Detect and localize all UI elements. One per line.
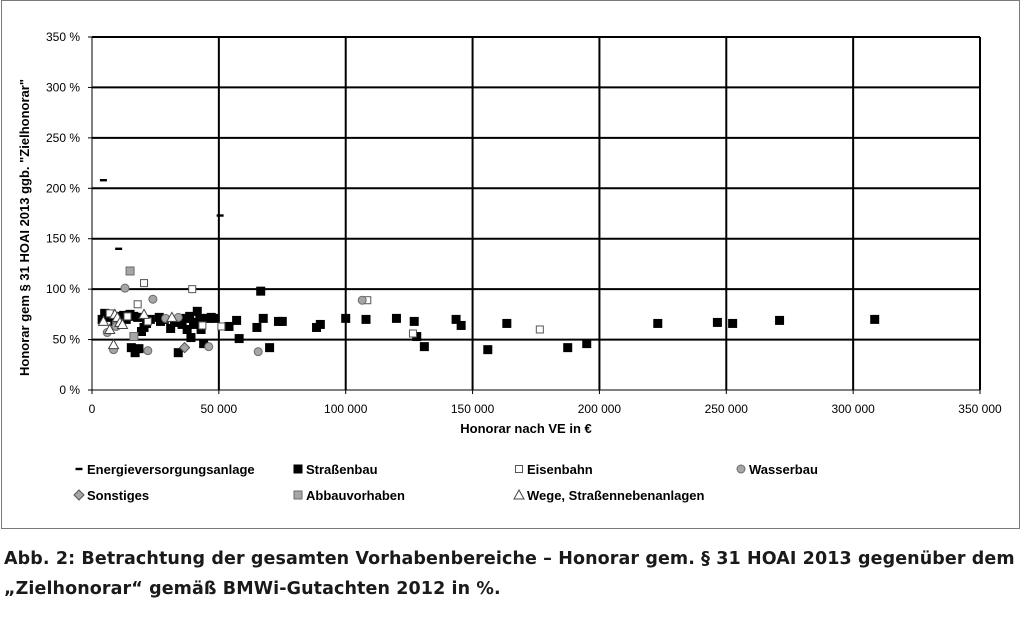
- x-tick-label: 150 000: [450, 402, 495, 416]
- data-points: [98, 179, 879, 357]
- data-point: [457, 321, 465, 329]
- data-point: [392, 314, 400, 322]
- data-point: [362, 315, 370, 323]
- data-point: [254, 348, 262, 356]
- data-point: [342, 314, 350, 322]
- legend-label: Straßenbau: [306, 462, 378, 477]
- data-point: [134, 301, 141, 308]
- legend-label: Energieversorgungsanlage: [87, 462, 255, 477]
- data-point: [217, 214, 224, 216]
- data-point: [211, 314, 219, 322]
- y-tick-label: 100 %: [45, 282, 80, 297]
- data-point: [235, 335, 243, 343]
- data-point: [135, 345, 143, 353]
- data-point: [130, 333, 138, 341]
- data-point: [218, 323, 225, 330]
- legend-label: Abbauvorhaben: [306, 488, 405, 503]
- data-point: [316, 320, 324, 328]
- legend-marker: [294, 491, 302, 499]
- y-axis-label: Honorar gem § 31 HOAI 2013 ggb. "Zielhonorar": [17, 79, 32, 376]
- legend-item: [737, 462, 818, 477]
- data-point: [253, 323, 261, 331]
- data-point: [199, 322, 206, 329]
- data-point: [536, 326, 543, 333]
- data-point: [124, 313, 131, 320]
- data-point: [278, 317, 286, 325]
- data-point: [564, 344, 572, 352]
- data-point: [583, 340, 591, 348]
- data-point: [410, 317, 418, 325]
- data-point: [174, 349, 182, 357]
- data-point: [187, 334, 195, 342]
- x-tick-label: 350 000: [958, 402, 1002, 416]
- data-point: [871, 315, 879, 323]
- legend-marker: [514, 490, 524, 499]
- caption-line-1: Abb. 2: Betrachtung der gesamten Vorhabenbereiche – Honorar gem. § 31 HOAI 2013 gegenüber dem: [4, 549, 1015, 569]
- chart-frame: [1, 0, 1020, 529]
- legend-label: Sonstiges: [87, 488, 150, 503]
- x-tick-label: 100 000: [324, 402, 368, 416]
- legend-item: [74, 488, 149, 503]
- y-tick-label: 0 %: [59, 383, 80, 397]
- legend-label: Eisenbahn: [527, 462, 593, 477]
- data-point: [144, 347, 152, 355]
- legend-label: Wasserbau: [749, 462, 818, 477]
- data-point: [126, 267, 134, 275]
- data-point: [205, 343, 213, 351]
- data-point: [115, 248, 122, 250]
- x-tick-label: 250 000: [704, 402, 748, 416]
- data-point: [109, 340, 119, 349]
- legend-marker: [516, 466, 523, 473]
- data-point: [257, 287, 265, 295]
- legend-item: [76, 462, 255, 477]
- caption-line-2: „Zielhonorar“ gemäß BMWi-Gutachten 2012 in %.: [4, 579, 501, 599]
- y-tick-label: 200 %: [45, 181, 80, 196]
- data-point: [149, 295, 157, 303]
- x-tick-label: 300 000: [831, 402, 875, 416]
- legend-label: Wege, Straßennebenanlagen: [527, 488, 705, 503]
- y-tick-label: 150 %: [45, 231, 80, 246]
- legend-marker: [737, 465, 745, 473]
- data-point: [121, 284, 129, 292]
- data-point: [503, 319, 511, 327]
- y-tick-label: 350 %: [45, 30, 80, 44]
- data-point: [420, 343, 428, 351]
- series-stra-enbau: [98, 287, 879, 357]
- y-tick-label: 250 %: [45, 130, 80, 145]
- x-tick-label: 50 000: [200, 402, 238, 416]
- data-point: [409, 330, 416, 337]
- scatter-chart: [2, 1, 1019, 528]
- data-point: [100, 179, 107, 181]
- legend-marker: [76, 468, 83, 470]
- data-point: [266, 344, 274, 352]
- data-point: [358, 296, 366, 304]
- data-point: [729, 319, 737, 327]
- data-point: [144, 318, 151, 325]
- legend-item: [294, 462, 378, 477]
- data-point: [189, 286, 196, 293]
- data-point: [713, 318, 721, 326]
- legend-item: [516, 462, 593, 477]
- data-point: [233, 316, 241, 324]
- legend-item: [514, 488, 705, 503]
- data-point: [484, 346, 492, 354]
- x-axis-label: Honorar nach VE in €: [460, 421, 592, 436]
- x-tick-label: 200 000: [577, 402, 622, 416]
- data-point: [259, 314, 267, 322]
- legend-marker: [74, 490, 84, 500]
- x-tick-label: 0: [88, 402, 96, 416]
- legend: [74, 462, 818, 503]
- figure-caption: [4, 544, 1014, 604]
- data-point: [776, 316, 784, 324]
- legend-item: [294, 488, 405, 503]
- data-point: [196, 314, 204, 322]
- legend-marker: [294, 465, 302, 473]
- data-point: [141, 280, 148, 287]
- data-point: [225, 322, 233, 330]
- y-tick-label: 50 %: [52, 332, 80, 347]
- y-tick-label: 300 %: [45, 80, 80, 95]
- data-point: [654, 319, 662, 327]
